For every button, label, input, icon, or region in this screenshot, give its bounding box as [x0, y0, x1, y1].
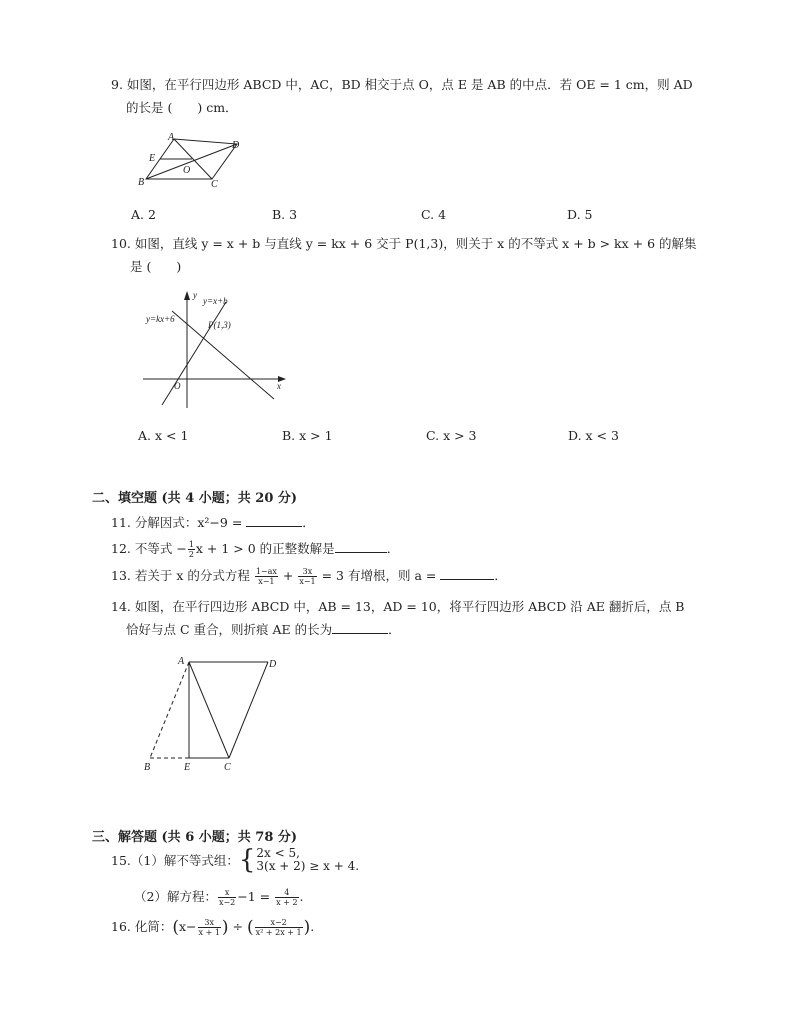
q16-x: x− [179, 919, 197, 934]
q13-end: ． [494, 568, 507, 583]
label-b: B [144, 762, 151, 773]
q16-f1-num: 3x [198, 918, 221, 928]
segment-ac [189, 662, 229, 758]
q16-f1-den: x + 1 [198, 928, 220, 937]
q13-f1-den: x−1 [258, 577, 275, 586]
q15-mid: −1 = [237, 889, 275, 904]
q11-answer-blank[interactable] [246, 514, 302, 527]
left-paren-2: ( [246, 917, 254, 938]
q13-pre: 13. 若关于 x 的分式方程 [111, 568, 254, 583]
q14-line2 [126, 620, 401, 638]
q11-text: 11. 分解因式：x²−9 = [111, 515, 247, 530]
q13-f2-den: x−1 [299, 577, 316, 586]
left-paren: ( [172, 917, 179, 938]
right-paren-2: ) [303, 917, 311, 938]
inequality-1: 2x < 5, [256, 846, 300, 860]
q13-post: = 3 有增根，则 a = [317, 568, 441, 583]
label-o: O [183, 165, 191, 176]
inequality-2: 3(x + 2) ≥ x + 4. [256, 859, 360, 873]
y-axis-label: y [193, 290, 197, 300]
q16-f2-num: x−2 [255, 918, 303, 928]
label-d: D [232, 140, 240, 151]
q16-fraction-2 [255, 918, 303, 937]
q11 [111, 513, 315, 531]
section-2-heading: 二、填空题 (共 4 小题；共 20 分) [92, 491, 298, 506]
q10-line1: 10. 如图，直线 y = x + b 与直线 y = kx + 6 交于 P(1,3)，则关于 x 的不等式 x + b > kx + 6 的解集 [111, 236, 697, 251]
q13-fraction-1 [255, 567, 278, 586]
q10-line2: 是 ( ) [130, 259, 182, 274]
q15-f1-den: x−2 [218, 898, 236, 907]
q10-option-a[interactable]: A. x < 1 [138, 428, 189, 443]
q14-line2-text: 恰好与点 C 重合，则折痕 AE 的长为 [126, 622, 333, 637]
q16-fraction-1 [198, 918, 221, 937]
q16-div: ÷ [228, 919, 247, 934]
q10-option-c[interactable]: C. x > 3 [426, 428, 477, 443]
section-3-heading: 三、解答题 (共 6 小题；共 78 分) [92, 830, 298, 845]
inequality-system [256, 847, 359, 873]
line1-label: y=x+b [203, 296, 228, 306]
label-e: E [149, 153, 156, 164]
label-d: D [269, 659, 277, 670]
dashed-segment-ab [150, 662, 189, 758]
q13-answer-blank[interactable] [440, 567, 494, 580]
q15-fraction-2 [275, 888, 298, 907]
y-axis-arrow [184, 291, 190, 300]
q14-answer-blank[interactable] [332, 621, 388, 634]
point-p-label: P(1,3) [208, 320, 231, 330]
q15-fraction-1 [218, 888, 236, 907]
q15-f2-den: x + 2 [276, 898, 298, 907]
q9-parallelogram-figure [130, 128, 250, 190]
q15-end: . [299, 889, 304, 904]
x-axis-label: x [277, 381, 281, 391]
q13-f2-num: 3x [298, 567, 316, 577]
q9-line2: 的长是 ( ) cm． [126, 100, 238, 115]
origin-label: O [174, 381, 181, 391]
left-brace-icon: { [238, 845, 256, 875]
q13 [111, 566, 507, 586]
q10-option-d[interactable]: D. x < 3 [568, 428, 619, 443]
q12-frac-num: 1 [188, 540, 194, 549]
q15-part2 [134, 887, 304, 907]
q12 [111, 539, 399, 559]
q10-graph-figure [140, 288, 290, 414]
q15-f1-num: x [218, 888, 236, 898]
q16-f2-den: x² + 2x + 1 [255, 928, 302, 937]
q12-frac-den: 2 [188, 550, 194, 559]
q15-part1-label: 15.（1）解不等式组： [111, 853, 239, 868]
q12-end: ． [386, 541, 400, 556]
q15-part1 [111, 847, 359, 873]
q16 [111, 917, 314, 938]
q13-fraction-2 [298, 567, 316, 586]
q12-fraction [188, 540, 195, 559]
label-a: A [168, 132, 175, 143]
label-c: C [224, 762, 231, 773]
q14-fold-figure [138, 652, 288, 776]
label-e: E [184, 762, 191, 773]
q9-option-d[interactable]: D. 5 [567, 207, 593, 222]
q9-option-b[interactable]: B. 3 [272, 207, 298, 222]
line2-label: y=kx+6 [146, 314, 175, 324]
q14-line1: 14. 如图，在平行四边形 ABCD 中，AB = 13，AD = 10，将平行四边形 ABCD 沿 AE 翻折后，点 B [111, 599, 685, 614]
label-c: C [211, 179, 218, 190]
q16-label: 16. 化简： [111, 919, 173, 934]
q12-answer-blank[interactable] [335, 540, 387, 553]
q9-option-c[interactable]: C. 4 [421, 207, 447, 222]
diagonal-bd [146, 144, 237, 179]
label-b: B [138, 177, 145, 188]
label-a: A [178, 656, 185, 667]
segment-dc [229, 662, 268, 758]
q12-post: x + 1 > 0 的正整数解是 [195, 541, 335, 556]
right-paren: ) [221, 917, 229, 938]
q9-line1: 9. 如图，在平行四边形 ABCD 中，AC，BD 相交于点 O，点 E 是 AB 的中点．若 OE = 1 cm，则 AD [111, 77, 693, 92]
q9-option-a[interactable]: A. 2 [131, 207, 156, 222]
q14-end: ． [388, 622, 401, 637]
q16-end: . [310, 919, 315, 934]
q15-part2-label: （2）解方程： [134, 889, 217, 904]
q11-end: ． [302, 515, 315, 530]
q10-option-b[interactable]: B. x > 1 [282, 428, 333, 443]
q13-plus: + [278, 568, 298, 583]
q15-f2-num: 4 [275, 888, 298, 898]
q12-pre: 12. 不等式 − [111, 541, 187, 556]
q13-f1-num: 1−ax [255, 567, 277, 576]
